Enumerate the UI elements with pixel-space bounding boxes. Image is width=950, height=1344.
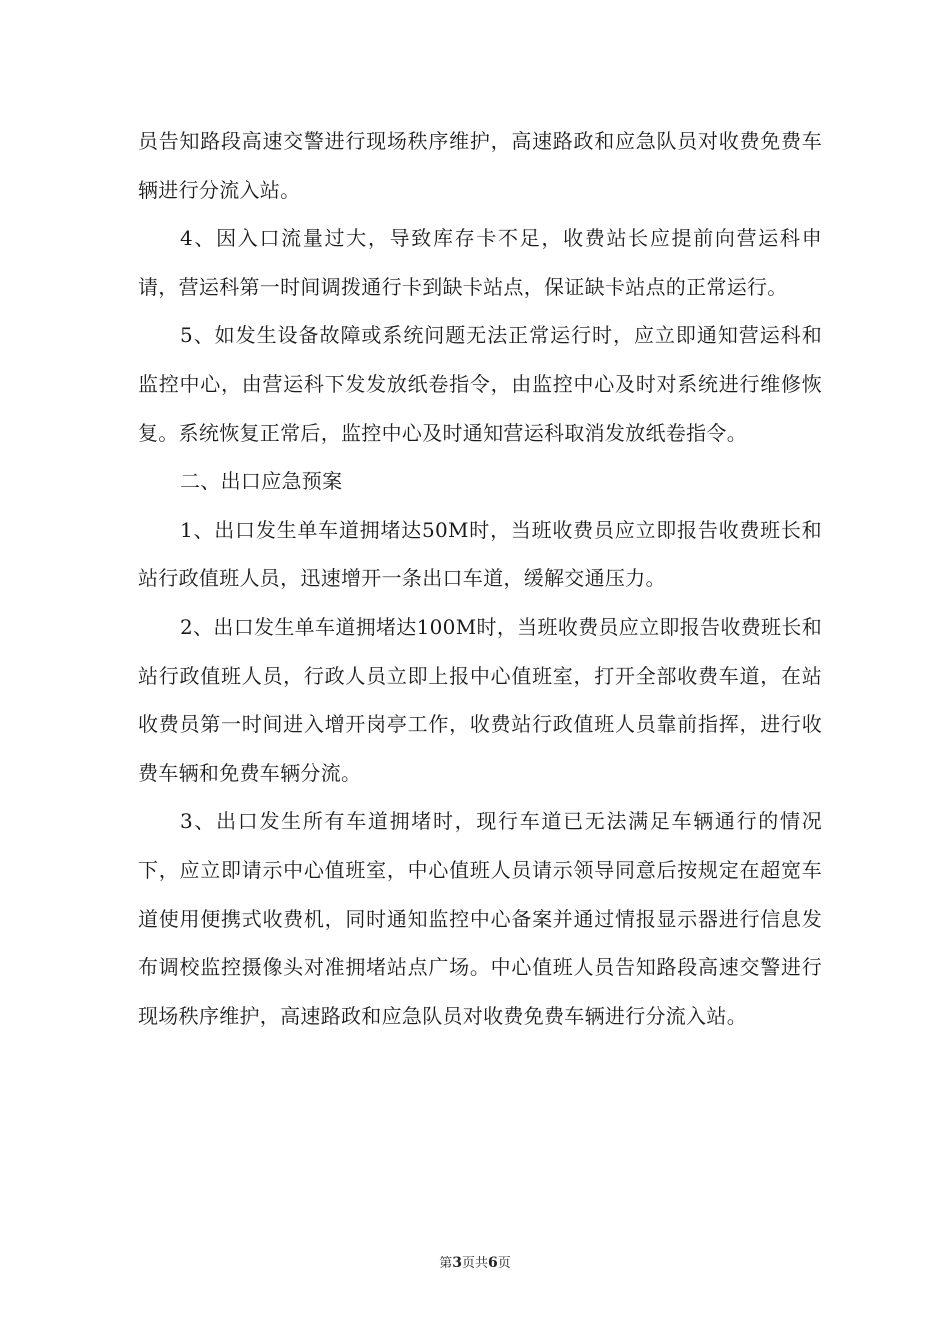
footer-total-pages: 6: [488, 1255, 498, 1271]
paragraph-item-4: 4、因入口流量过大，导致库存卡不足，收费站长应提前向营运科申请，营运科第一时间调拨通行卡到缺卡站点，保证缺卡站点的正常运行。: [138, 226, 822, 299]
footer-current-page: 3: [452, 1255, 462, 1271]
section-heading-exit-plan: 二、出口应急预案: [180, 469, 343, 494]
footer-middle: 页共: [461, 1256, 488, 1271]
page-footer: [0, 1252, 950, 1271]
paragraph-item-5: 5、如发生设备故障或系统问题无法正常运行时，应立即通知营运科和监控中心，由营运科下发发放纸卷指令，由监控中心及时对系统进行维修恢复。系统恢复正常后，监控中心及时通知营运科取消发放纸卷指令。: [138, 323, 822, 445]
paragraph-exit-item-2: 2、出口发生单车道拥堵达100M时，当班收费员应立即报告收费班长和站行政值班人员，行政人员立即上报中心值班室，打开全部收费车道，在站收费员第一时间进入增开岗亭工作，收费站行政值班人员靠前指挥，进行收费车辆和免费车辆分流。: [138, 614, 822, 785]
paragraph-exit-item-1: 1、出口发生单车道拥堵达50M时，当班收费员应立即报告收费班长和站行政值班人员，迅速增开一条出口车道，缓解交通压力。: [138, 517, 822, 591]
paragraph-exit-item-3: 3、出口发生所有车道拥堵时，现行车道已无法满足车辆通行的情况下，应立即请示中心值班室，中心值班人员请示领导同意后按规定在超宽车道使用便携式收费机，同时通知监控中心备案并通过情报显示器进行信息发布调校监控摄像头对准拥堵站点广场。中心值班人员告知路段高速交警进行现场秩序维护，高速路政和应急队员对收费免费车辆进行分流入站。: [138, 809, 822, 1028]
paragraph-continuation: 员告知路段高速交警进行现场秩序维护，高速路政和应急队员对收费免费车辆进行分流入站。: [138, 129, 822, 202]
footer-prefix: 第: [439, 1256, 453, 1271]
document-body: [138, 117, 822, 1040]
footer-suffix: 页: [497, 1256, 511, 1271]
